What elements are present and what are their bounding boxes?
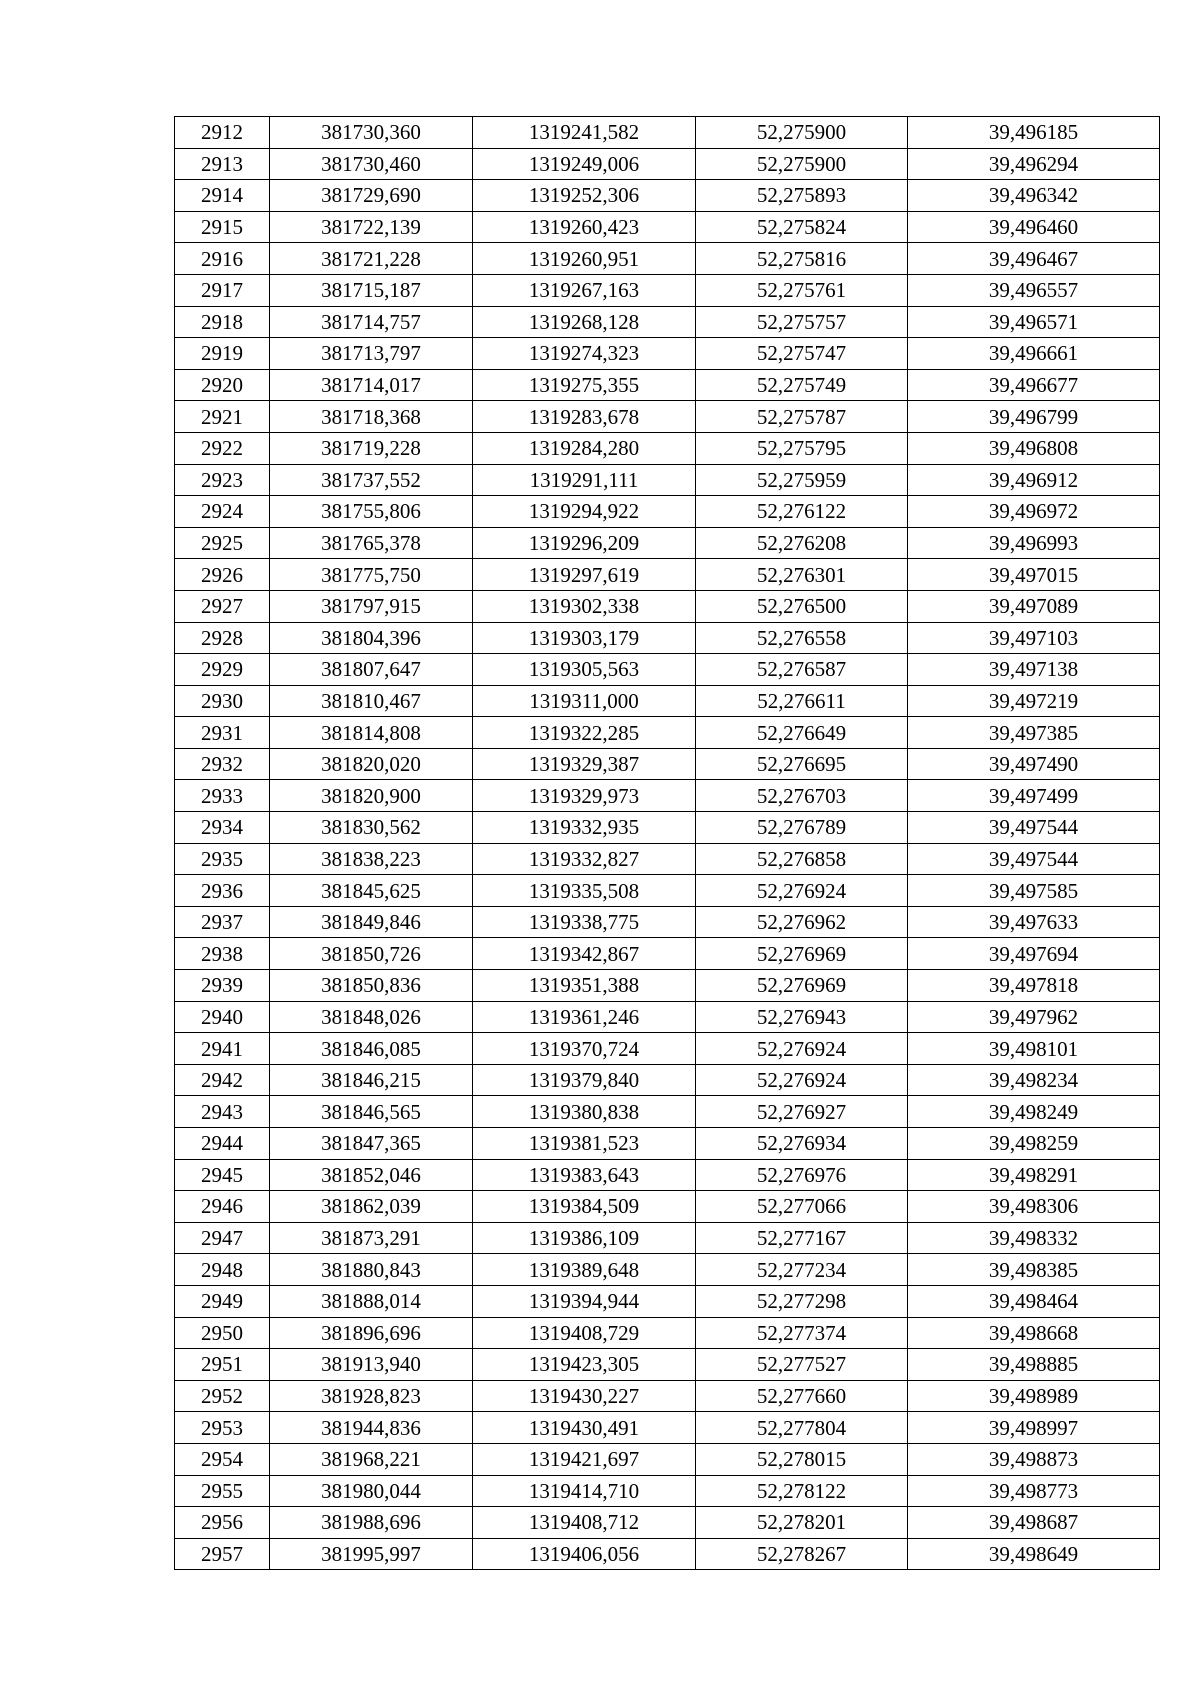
table-row <box>175 654 1160 686</box>
table-row <box>175 117 1160 149</box>
table-row <box>175 1191 1160 1223</box>
y-coordinate-cell: 1319297,619 <box>473 559 696 591</box>
latitude-cell: 52,277167 <box>696 1222 908 1254</box>
longitude-cell: 39,496972 <box>908 496 1160 528</box>
x-coordinate-cell: 381846,085 <box>270 1033 473 1065</box>
x-coordinate-cell: 381810,467 <box>270 685 473 717</box>
x-coordinate-cell: 381995,997 <box>270 1538 473 1570</box>
latitude-cell: 52,276649 <box>696 717 908 749</box>
x-coordinate-cell: 381846,565 <box>270 1096 473 1128</box>
longitude-cell: 39,498885 <box>908 1349 1160 1381</box>
y-coordinate-cell: 1319381,523 <box>473 1128 696 1160</box>
longitude-cell: 39,497015 <box>908 559 1160 591</box>
table-row <box>175 464 1160 496</box>
table-row <box>175 938 1160 970</box>
point-number-cell: 2953 <box>175 1412 270 1444</box>
table-row <box>175 1159 1160 1191</box>
y-coordinate-cell: 1319430,227 <box>473 1380 696 1412</box>
longitude-cell: 39,496808 <box>908 432 1160 464</box>
point-number-cell: 2951 <box>175 1349 270 1381</box>
coordinates-table-body <box>175 117 1160 1570</box>
point-number-cell: 2939 <box>175 970 270 1002</box>
longitude-cell: 39,498649 <box>908 1538 1160 1570</box>
latitude-cell: 52,275900 <box>696 148 908 180</box>
x-coordinate-cell: 381820,020 <box>270 748 473 780</box>
point-number-cell: 2947 <box>175 1222 270 1254</box>
table-row <box>175 1064 1160 1096</box>
point-number-cell: 2944 <box>175 1128 270 1160</box>
latitude-cell: 52,278122 <box>696 1475 908 1507</box>
longitude-cell: 39,498989 <box>908 1380 1160 1412</box>
longitude-cell: 39,496294 <box>908 148 1160 180</box>
x-coordinate-cell: 381850,726 <box>270 938 473 970</box>
table-row <box>175 1412 1160 1444</box>
x-coordinate-cell: 381852,046 <box>270 1159 473 1191</box>
table-row <box>175 622 1160 654</box>
longitude-cell: 39,498385 <box>908 1254 1160 1286</box>
y-coordinate-cell: 1319249,006 <box>473 148 696 180</box>
longitude-cell: 39,497490 <box>908 748 1160 780</box>
point-number-cell: 2914 <box>175 180 270 212</box>
table-row <box>175 1317 1160 1349</box>
x-coordinate-cell: 381850,836 <box>270 970 473 1002</box>
table-row <box>175 780 1160 812</box>
table-row <box>175 211 1160 243</box>
longitude-cell: 39,496467 <box>908 243 1160 275</box>
y-coordinate-cell: 1319379,840 <box>473 1064 696 1096</box>
latitude-cell: 52,276611 <box>696 685 908 717</box>
latitude-cell: 52,275749 <box>696 369 908 401</box>
x-coordinate-cell: 381913,940 <box>270 1349 473 1381</box>
longitude-cell: 39,496185 <box>908 117 1160 149</box>
point-number-cell: 2927 <box>175 590 270 622</box>
table-row <box>175 1285 1160 1317</box>
latitude-cell: 52,275757 <box>696 306 908 338</box>
latitude-cell: 52,276301 <box>696 559 908 591</box>
y-coordinate-cell: 1319361,246 <box>473 1001 696 1033</box>
y-coordinate-cell: 1319241,582 <box>473 117 696 149</box>
point-number-cell: 2942 <box>175 1064 270 1096</box>
latitude-cell: 52,276789 <box>696 812 908 844</box>
longitude-cell: 39,497103 <box>908 622 1160 654</box>
point-number-cell: 2913 <box>175 148 270 180</box>
point-number-cell: 2955 <box>175 1475 270 1507</box>
coordinates-table <box>174 116 1160 1570</box>
point-number-cell: 2957 <box>175 1538 270 1570</box>
x-coordinate-cell: 381888,014 <box>270 1285 473 1317</box>
point-number-cell: 2948 <box>175 1254 270 1286</box>
table-row <box>175 180 1160 212</box>
longitude-cell: 39,496912 <box>908 464 1160 496</box>
y-coordinate-cell: 1319370,724 <box>473 1033 696 1065</box>
longitude-cell: 39,496799 <box>908 401 1160 433</box>
longitude-cell: 39,496460 <box>908 211 1160 243</box>
table-row <box>175 748 1160 780</box>
longitude-cell: 39,498101 <box>908 1033 1160 1065</box>
y-coordinate-cell: 1319386,109 <box>473 1222 696 1254</box>
latitude-cell: 52,278201 <box>696 1507 908 1539</box>
x-coordinate-cell: 381814,808 <box>270 717 473 749</box>
longitude-cell: 39,498332 <box>908 1222 1160 1254</box>
x-coordinate-cell: 381830,562 <box>270 812 473 844</box>
y-coordinate-cell: 1319252,306 <box>473 180 696 212</box>
x-coordinate-cell: 381944,836 <box>270 1412 473 1444</box>
point-number-cell: 2916 <box>175 243 270 275</box>
latitude-cell: 52,276927 <box>696 1096 908 1128</box>
longitude-cell: 39,498259 <box>908 1128 1160 1160</box>
longitude-cell: 39,497499 <box>908 780 1160 812</box>
table-row <box>175 1254 1160 1286</box>
y-coordinate-cell: 1319302,338 <box>473 590 696 622</box>
table-row <box>175 527 1160 559</box>
point-number-cell: 2920 <box>175 369 270 401</box>
longitude-cell: 39,498773 <box>908 1475 1160 1507</box>
y-coordinate-cell: 1319260,951 <box>473 243 696 275</box>
latitude-cell: 52,276587 <box>696 654 908 686</box>
longitude-cell: 39,498464 <box>908 1285 1160 1317</box>
latitude-cell: 52,276943 <box>696 1001 908 1033</box>
y-coordinate-cell: 1319394,944 <box>473 1285 696 1317</box>
y-coordinate-cell: 1319408,712 <box>473 1507 696 1539</box>
longitude-cell: 39,498873 <box>908 1443 1160 1475</box>
latitude-cell: 52,277066 <box>696 1191 908 1223</box>
longitude-cell: 39,498687 <box>908 1507 1160 1539</box>
y-coordinate-cell: 1319311,000 <box>473 685 696 717</box>
table-row <box>175 685 1160 717</box>
x-coordinate-cell: 381722,139 <box>270 211 473 243</box>
y-coordinate-cell: 1319384,509 <box>473 1191 696 1223</box>
longitude-cell: 39,498249 <box>908 1096 1160 1128</box>
longitude-cell: 39,496342 <box>908 180 1160 212</box>
y-coordinate-cell: 1319294,922 <box>473 496 696 528</box>
point-number-cell: 2937 <box>175 906 270 938</box>
point-number-cell: 2945 <box>175 1159 270 1191</box>
y-coordinate-cell: 1319342,867 <box>473 938 696 970</box>
y-coordinate-cell: 1319335,508 <box>473 875 696 907</box>
point-number-cell: 2929 <box>175 654 270 686</box>
table-row <box>175 496 1160 528</box>
point-number-cell: 2926 <box>175 559 270 591</box>
latitude-cell: 52,276695 <box>696 748 908 780</box>
latitude-cell: 52,277298 <box>696 1285 908 1317</box>
table-row <box>175 1128 1160 1160</box>
table-row <box>175 306 1160 338</box>
point-number-cell: 2946 <box>175 1191 270 1223</box>
table-row <box>175 590 1160 622</box>
x-coordinate-cell: 381807,647 <box>270 654 473 686</box>
latitude-cell: 52,277374 <box>696 1317 908 1349</box>
longitude-cell: 39,498668 <box>908 1317 1160 1349</box>
point-number-cell: 2943 <box>175 1096 270 1128</box>
table-row <box>175 369 1160 401</box>
x-coordinate-cell: 381873,291 <box>270 1222 473 1254</box>
table-row <box>175 1507 1160 1539</box>
point-number-cell: 2928 <box>175 622 270 654</box>
y-coordinate-cell: 1319423,305 <box>473 1349 696 1381</box>
longitude-cell: 39,496661 <box>908 338 1160 370</box>
point-number-cell: 2912 <box>175 117 270 149</box>
latitude-cell: 52,275824 <box>696 211 908 243</box>
latitude-cell: 52,275795 <box>696 432 908 464</box>
table-row <box>175 1349 1160 1381</box>
latitude-cell: 52,276934 <box>696 1128 908 1160</box>
x-coordinate-cell: 381968,221 <box>270 1443 473 1475</box>
y-coordinate-cell: 1319322,285 <box>473 717 696 749</box>
x-coordinate-cell: 381980,044 <box>270 1475 473 1507</box>
point-number-cell: 2932 <box>175 748 270 780</box>
y-coordinate-cell: 1319284,280 <box>473 432 696 464</box>
point-number-cell: 2917 <box>175 274 270 306</box>
table-row <box>175 432 1160 464</box>
y-coordinate-cell: 1319296,209 <box>473 527 696 559</box>
x-coordinate-cell: 381730,460 <box>270 148 473 180</box>
table-row <box>175 338 1160 370</box>
y-coordinate-cell: 1319383,643 <box>473 1159 696 1191</box>
y-coordinate-cell: 1319305,563 <box>473 654 696 686</box>
x-coordinate-cell: 381880,843 <box>270 1254 473 1286</box>
x-coordinate-cell: 381755,806 <box>270 496 473 528</box>
x-coordinate-cell: 381838,223 <box>270 843 473 875</box>
table-row <box>175 1380 1160 1412</box>
x-coordinate-cell: 381862,039 <box>270 1191 473 1223</box>
longitude-cell: 39,497544 <box>908 843 1160 875</box>
latitude-cell: 52,277804 <box>696 1412 908 1444</box>
point-number-cell: 2921 <box>175 401 270 433</box>
point-number-cell: 2924 <box>175 496 270 528</box>
latitude-cell: 52,275959 <box>696 464 908 496</box>
y-coordinate-cell: 1319268,128 <box>473 306 696 338</box>
table-row <box>175 1222 1160 1254</box>
y-coordinate-cell: 1319389,648 <box>473 1254 696 1286</box>
latitude-cell: 52,276858 <box>696 843 908 875</box>
point-number-cell: 2949 <box>175 1285 270 1317</box>
y-coordinate-cell: 1319430,491 <box>473 1412 696 1444</box>
x-coordinate-cell: 381845,625 <box>270 875 473 907</box>
table-row <box>175 970 1160 1002</box>
x-coordinate-cell: 381847,365 <box>270 1128 473 1160</box>
longitude-cell: 39,496557 <box>908 274 1160 306</box>
y-coordinate-cell: 1319291,111 <box>473 464 696 496</box>
longitude-cell: 39,498306 <box>908 1191 1160 1223</box>
point-number-cell: 2922 <box>175 432 270 464</box>
point-number-cell: 2925 <box>175 527 270 559</box>
latitude-cell: 52,278267 <box>696 1538 908 1570</box>
latitude-cell: 52,276208 <box>696 527 908 559</box>
latitude-cell: 52,275816 <box>696 243 908 275</box>
y-coordinate-cell: 1319406,056 <box>473 1538 696 1570</box>
point-number-cell: 2915 <box>175 211 270 243</box>
longitude-cell: 39,498234 <box>908 1064 1160 1096</box>
y-coordinate-cell: 1319329,387 <box>473 748 696 780</box>
table-row <box>175 1033 1160 1065</box>
latitude-cell: 52,276924 <box>696 1033 908 1065</box>
longitude-cell: 39,497089 <box>908 590 1160 622</box>
y-coordinate-cell: 1319303,179 <box>473 622 696 654</box>
y-coordinate-cell: 1319283,678 <box>473 401 696 433</box>
y-coordinate-cell: 1319380,838 <box>473 1096 696 1128</box>
table-row <box>175 1475 1160 1507</box>
y-coordinate-cell: 1319332,935 <box>473 812 696 844</box>
x-coordinate-cell: 381719,228 <box>270 432 473 464</box>
table-row <box>175 1001 1160 1033</box>
y-coordinate-cell: 1319351,388 <box>473 970 696 1002</box>
table-row <box>175 1443 1160 1475</box>
longitude-cell: 39,497544 <box>908 812 1160 844</box>
latitude-cell: 52,276924 <box>696 875 908 907</box>
longitude-cell: 39,496677 <box>908 369 1160 401</box>
y-coordinate-cell: 1319275,355 <box>473 369 696 401</box>
table-row <box>175 401 1160 433</box>
latitude-cell: 52,275761 <box>696 274 908 306</box>
longitude-cell: 39,497219 <box>908 685 1160 717</box>
y-coordinate-cell: 1319421,697 <box>473 1443 696 1475</box>
x-coordinate-cell: 381804,396 <box>270 622 473 654</box>
document-page <box>174 116 1160 1570</box>
longitude-cell: 39,498997 <box>908 1412 1160 1444</box>
x-coordinate-cell: 381775,750 <box>270 559 473 591</box>
longitude-cell: 39,496993 <box>908 527 1160 559</box>
x-coordinate-cell: 381849,846 <box>270 906 473 938</box>
point-number-cell: 2930 <box>175 685 270 717</box>
table-row <box>175 875 1160 907</box>
point-number-cell: 2918 <box>175 306 270 338</box>
table-row <box>175 1096 1160 1128</box>
point-number-cell: 2931 <box>175 717 270 749</box>
longitude-cell: 39,497962 <box>908 1001 1160 1033</box>
x-coordinate-cell: 381928,823 <box>270 1380 473 1412</box>
latitude-cell: 52,276703 <box>696 780 908 812</box>
point-number-cell: 2941 <box>175 1033 270 1065</box>
latitude-cell: 52,276969 <box>696 970 908 1002</box>
longitude-cell: 39,496571 <box>908 306 1160 338</box>
point-number-cell: 2923 <box>175 464 270 496</box>
x-coordinate-cell: 381721,228 <box>270 243 473 275</box>
latitude-cell: 52,275893 <box>696 180 908 212</box>
x-coordinate-cell: 381797,915 <box>270 590 473 622</box>
point-number-cell: 2954 <box>175 1443 270 1475</box>
point-number-cell: 2934 <box>175 812 270 844</box>
point-number-cell: 2935 <box>175 843 270 875</box>
table-row <box>175 148 1160 180</box>
table-row <box>175 812 1160 844</box>
point-number-cell: 2950 <box>175 1317 270 1349</box>
table-row <box>175 243 1160 275</box>
x-coordinate-cell: 381988,696 <box>270 1507 473 1539</box>
latitude-cell: 52,276122 <box>696 496 908 528</box>
latitude-cell: 52,277234 <box>696 1254 908 1286</box>
point-number-cell: 2933 <box>175 780 270 812</box>
longitude-cell: 39,497694 <box>908 938 1160 970</box>
point-number-cell: 2938 <box>175 938 270 970</box>
latitude-cell: 52,275900 <box>696 117 908 149</box>
latitude-cell: 52,276962 <box>696 906 908 938</box>
x-coordinate-cell: 381714,757 <box>270 306 473 338</box>
table-row <box>175 843 1160 875</box>
latitude-cell: 52,275747 <box>696 338 908 370</box>
table-row <box>175 906 1160 938</box>
latitude-cell: 52,276969 <box>696 938 908 970</box>
y-coordinate-cell: 1319260,423 <box>473 211 696 243</box>
latitude-cell: 52,276500 <box>696 590 908 622</box>
y-coordinate-cell: 1319408,729 <box>473 1317 696 1349</box>
longitude-cell: 39,497585 <box>908 875 1160 907</box>
latitude-cell: 52,278015 <box>696 1443 908 1475</box>
x-coordinate-cell: 381737,552 <box>270 464 473 496</box>
x-coordinate-cell: 381729,690 <box>270 180 473 212</box>
point-number-cell: 2956 <box>175 1507 270 1539</box>
point-number-cell: 2936 <box>175 875 270 907</box>
longitude-cell: 39,497385 <box>908 717 1160 749</box>
table-row <box>175 274 1160 306</box>
latitude-cell: 52,277527 <box>696 1349 908 1381</box>
y-coordinate-cell: 1319338,775 <box>473 906 696 938</box>
longitude-cell: 39,497818 <box>908 970 1160 1002</box>
x-coordinate-cell: 381713,797 <box>270 338 473 370</box>
latitude-cell: 52,276558 <box>696 622 908 654</box>
y-coordinate-cell: 1319267,163 <box>473 274 696 306</box>
point-number-cell: 2919 <box>175 338 270 370</box>
x-coordinate-cell: 381715,187 <box>270 274 473 306</box>
x-coordinate-cell: 381820,900 <box>270 780 473 812</box>
point-number-cell: 2940 <box>175 1001 270 1033</box>
table-row <box>175 559 1160 591</box>
x-coordinate-cell: 381730,360 <box>270 117 473 149</box>
y-coordinate-cell: 1319332,827 <box>473 843 696 875</box>
x-coordinate-cell: 381848,026 <box>270 1001 473 1033</box>
y-coordinate-cell: 1319414,710 <box>473 1475 696 1507</box>
latitude-cell: 52,277660 <box>696 1380 908 1412</box>
x-coordinate-cell: 381718,368 <box>270 401 473 433</box>
table-row <box>175 1538 1160 1570</box>
x-coordinate-cell: 381896,696 <box>270 1317 473 1349</box>
x-coordinate-cell: 381765,378 <box>270 527 473 559</box>
longitude-cell: 39,498291 <box>908 1159 1160 1191</box>
longitude-cell: 39,497138 <box>908 654 1160 686</box>
point-number-cell: 2952 <box>175 1380 270 1412</box>
latitude-cell: 52,276924 <box>696 1064 908 1096</box>
x-coordinate-cell: 381846,215 <box>270 1064 473 1096</box>
y-coordinate-cell: 1319329,973 <box>473 780 696 812</box>
x-coordinate-cell: 381714,017 <box>270 369 473 401</box>
latitude-cell: 52,276976 <box>696 1159 908 1191</box>
longitude-cell: 39,497633 <box>908 906 1160 938</box>
y-coordinate-cell: 1319274,323 <box>473 338 696 370</box>
latitude-cell: 52,275787 <box>696 401 908 433</box>
table-row <box>175 717 1160 749</box>
